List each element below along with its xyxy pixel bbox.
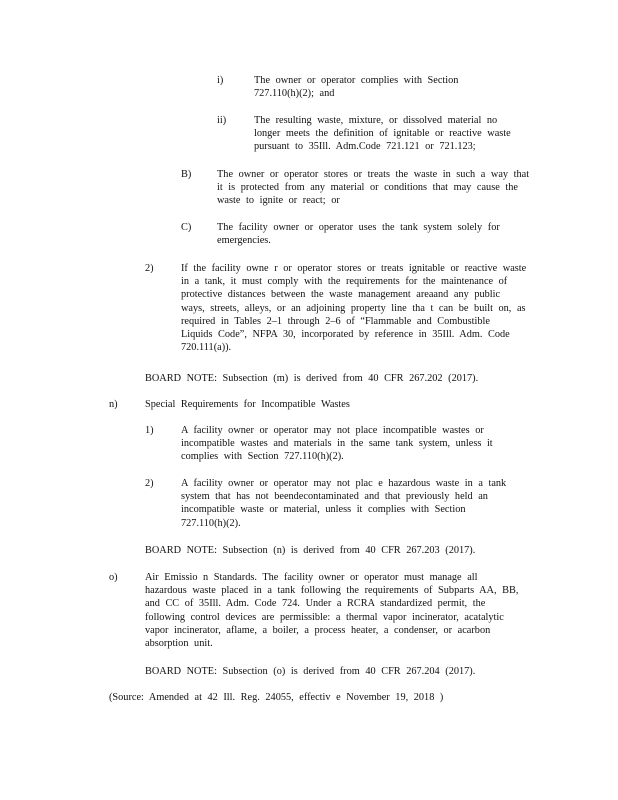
item-line: longer meets the definition of ignitable or reactive waste <box>254 128 511 140</box>
item-line: system that has not beendecontaminated and that previously held an <box>181 491 488 503</box>
item-label: 2) <box>145 478 154 489</box>
item-line: in a tank, it must comply with the requirements for the maintenance of <box>181 276 508 288</box>
item-label: n) <box>109 399 118 410</box>
item-line: and CC of 35Ill. Adm. Code 724. Under a RCRA standardized permit, the <box>145 598 486 610</box>
item-line: Air Emissio n Standards. The facility owner or operator must manage all <box>145 572 478 583</box>
board-note-text: BOARD NOTE: Subsection (m) is derived from 40 CFR 267.202 (2017). <box>145 373 479 384</box>
item-line: waste to ignite or react; or <box>217 195 340 207</box>
item-label: C) <box>181 222 192 233</box>
item-line: The resulting waste, mixture, or dissolved material no <box>254 115 498 126</box>
item-line: 727.110(h)(2); and <box>254 88 335 100</box>
board-note-text: BOARD NOTE: Subsection (n) is derived from 40 CFR 267.203 (2017). <box>145 545 476 556</box>
item-label: 2) <box>145 263 154 274</box>
item-line: following control devices are permissible: a thermal vapor incinerator, acatalytic <box>145 611 504 623</box>
item-line: emergencies. <box>217 235 271 247</box>
item-label: 1) <box>145 425 154 436</box>
item-line: incompatible wastes and materials in the same tank system, unless it <box>181 438 493 450</box>
item-line: hazardous waste placed in a tank following the requirements of Subparts AA, BB, <box>145 585 519 597</box>
source-note <box>109 691 443 704</box>
item-label: ii) <box>217 115 227 126</box>
item-line: 727.110(h)(2). <box>181 517 241 529</box>
item-line: required in Tables 2–1 through 2–6 of “Flammable and Combustible <box>181 315 490 327</box>
item-label: B) <box>181 169 192 180</box>
item-label: o) <box>109 572 118 583</box>
item-line: absorption unit. <box>145 638 213 650</box>
item-line: it is protected from any material or conditions that may cause the <box>217 182 518 194</box>
item-line: A facility owner or operator may not plac e hazardous waste in a tank <box>181 478 507 489</box>
item-label: i) <box>217 75 224 86</box>
board-note-text: BOARD NOTE: Subsection (o) is derived from 40 CFR 267.204 (2017). <box>145 666 476 677</box>
section-title: Special Requirements for Incompatible Wastes <box>145 399 350 410</box>
board-note <box>145 372 478 385</box>
item-line: complies with Section 727.110(h)(2). <box>181 451 344 463</box>
item-line: 720.111(a)). <box>181 342 232 354</box>
item-line: pursuant to 35Ill. Adm.Code 721.121 or 721.123; <box>254 141 476 153</box>
item-line: protective distances between the waste management areaand any public <box>181 289 501 301</box>
item-line: incompatible waste or material, unless it complies with Section <box>181 504 466 516</box>
item-line: If the facility owne r or operator stores or treats ignitable or reactive waste <box>181 263 527 274</box>
item-line: The owner or operator complies with Section <box>254 75 459 86</box>
item-line: ways, streets, alleys, or an adjoining property line tha t can be built on, as <box>181 302 526 314</box>
board-note <box>145 665 475 678</box>
item-line: A facility owner or operator may not place incompatible wastes or <box>181 425 484 436</box>
source-text: (Source: Amended at 42 Ill. Reg. 24055, effectiv e November 19, 2018 ) <box>109 692 444 703</box>
item-line: vapor incinerator, aflame, a boiler, a process heater, a condenser, or acarbon <box>145 624 491 636</box>
item-line: The owner or operator stores or treats the waste in such a way that <box>217 169 530 180</box>
item-line: The facility owner or operator uses the tank system solely for <box>217 222 500 233</box>
board-note <box>145 544 475 557</box>
item-line: Liquids Code”, NFPA 30, incorporated by reference in 35Ill. Adm. Code <box>181 329 510 341</box>
